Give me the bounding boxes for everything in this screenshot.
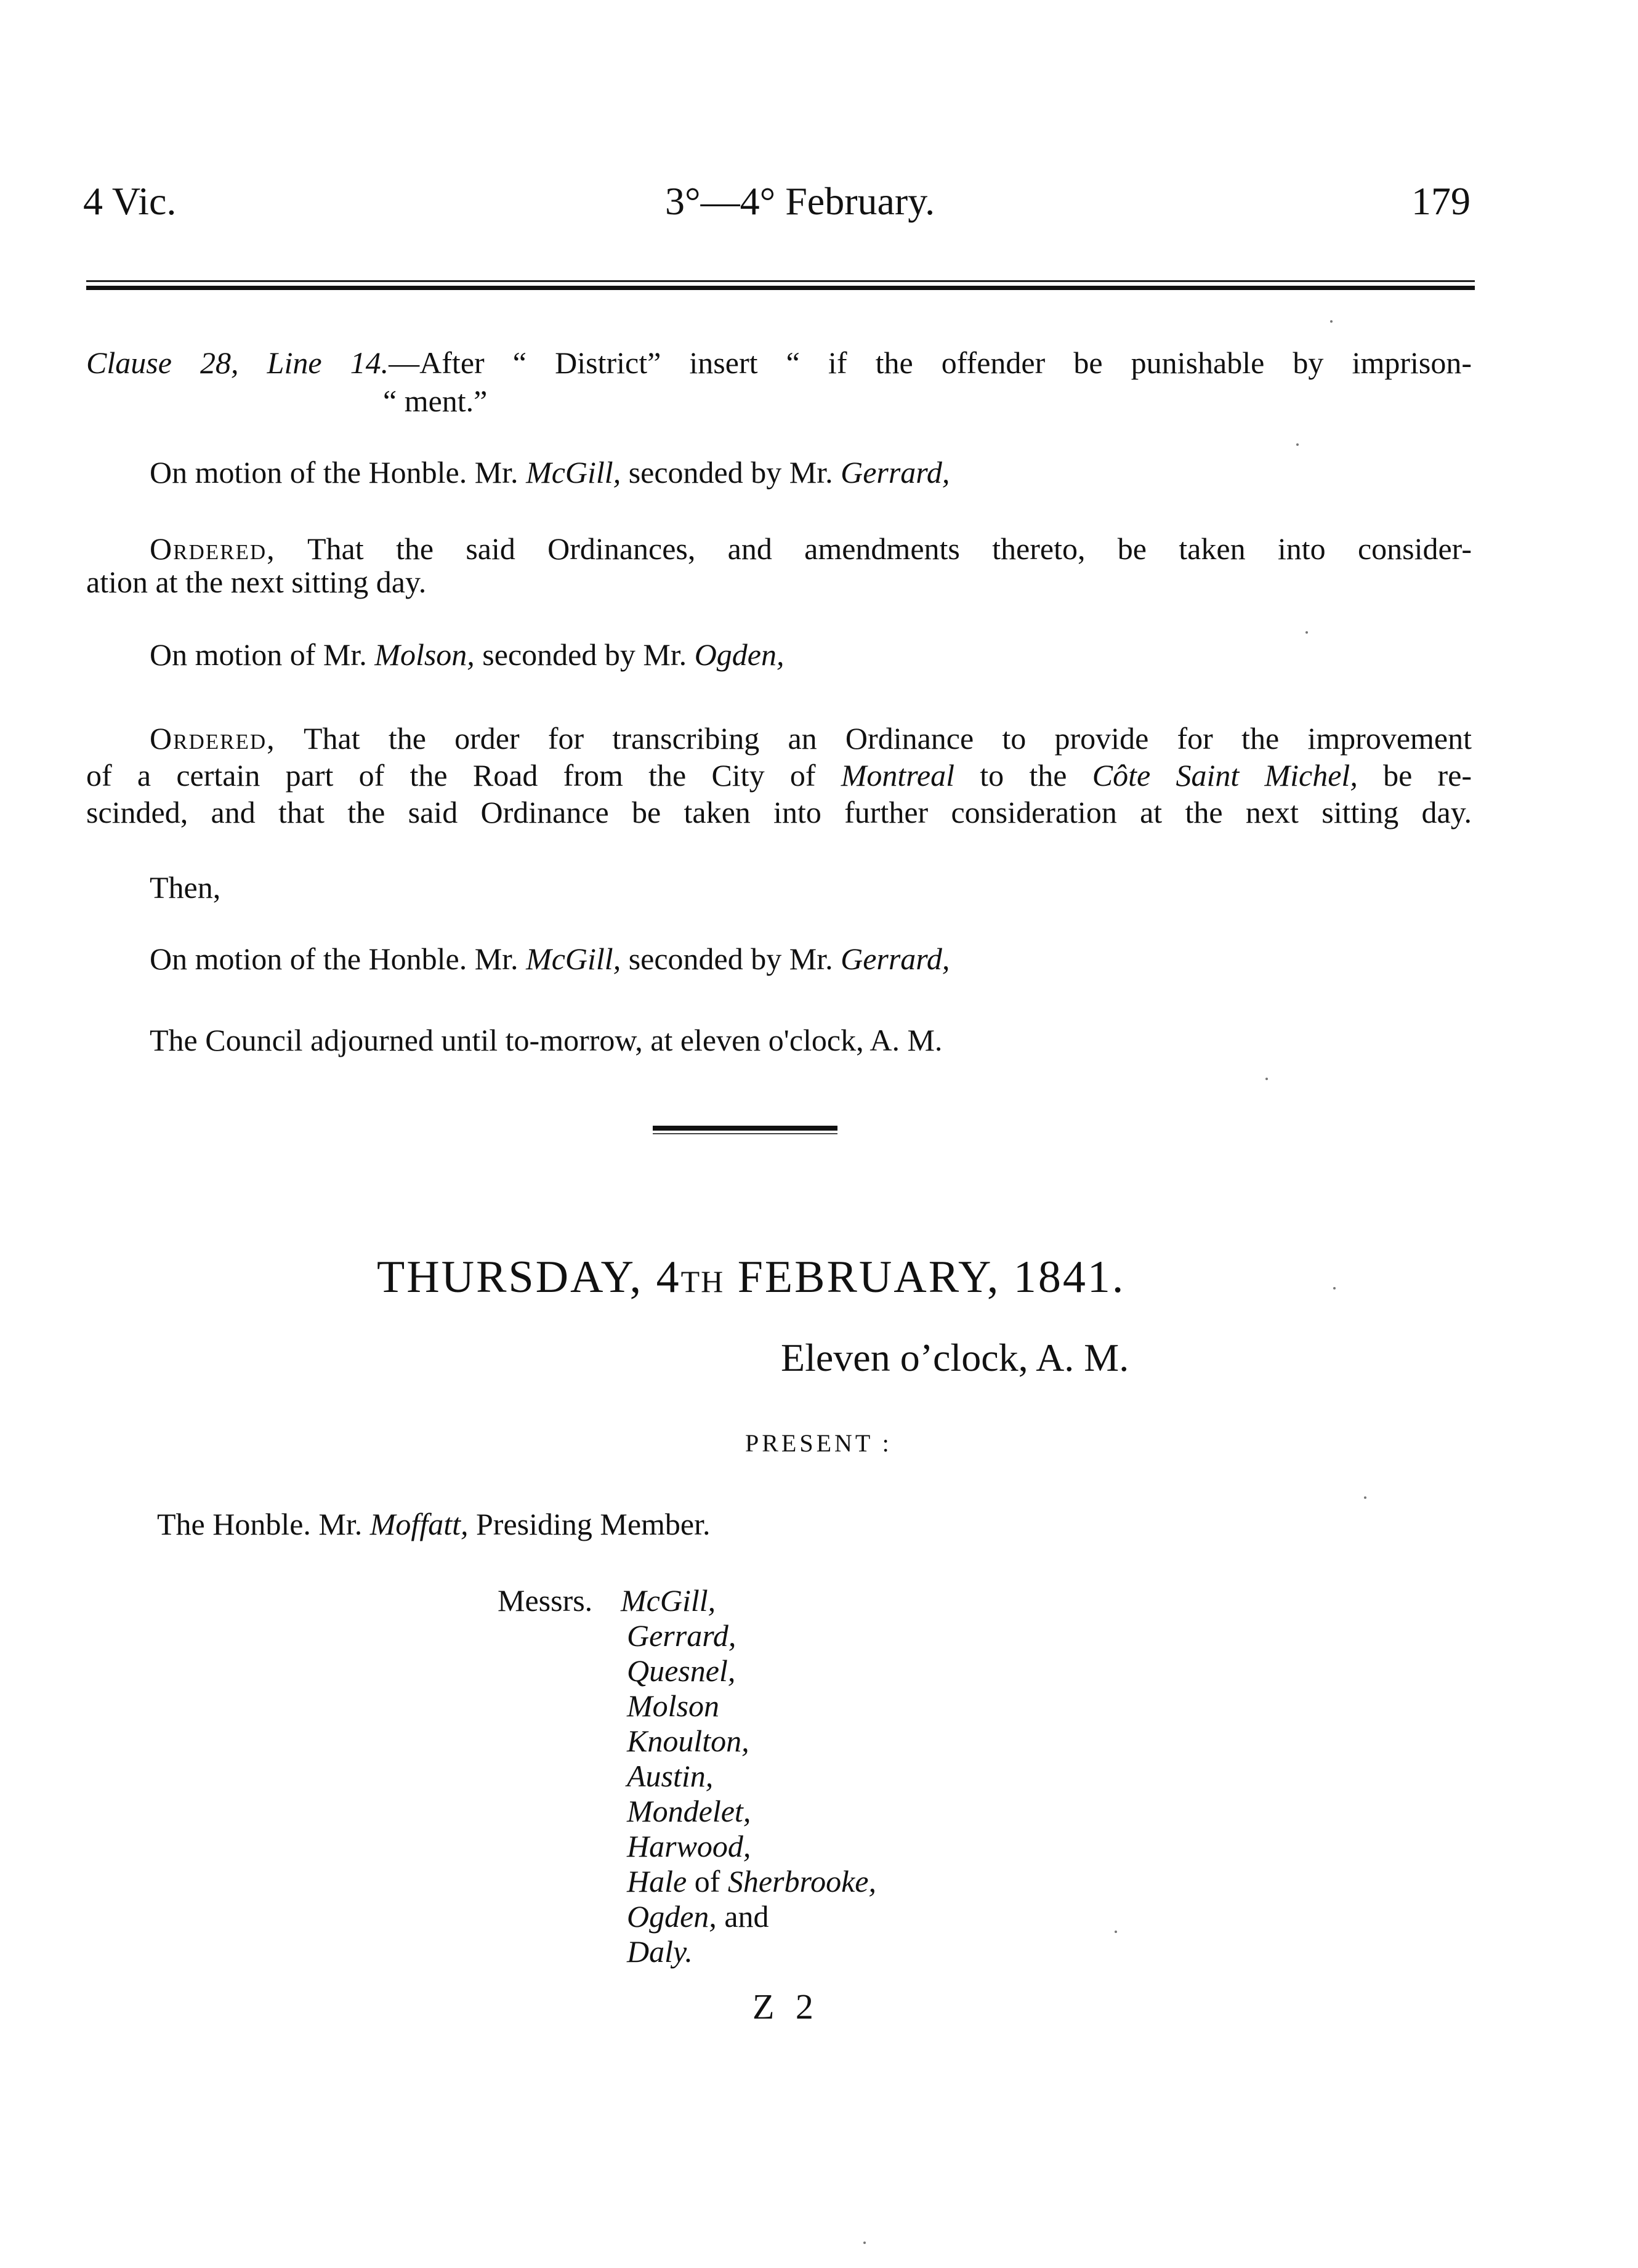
member-hale-line	[627, 1863, 876, 1899]
section-divider-underline	[653, 1133, 837, 1134]
heading-ordinal: TH	[680, 1264, 725, 1299]
section-divider	[653, 1126, 837, 1131]
motion-mcgill-gerrard	[150, 457, 950, 488]
scan-speck	[863, 2242, 866, 2244]
order-text: That the order for transcribing an Ordinance to provide for the improvement	[303, 721, 1472, 756]
signature-mark: Z 2	[752, 1987, 820, 2027]
member-name: Knoulton,	[627, 1724, 749, 1758]
running-header-regnal-year: 4 Vic.	[83, 179, 177, 223]
present-label: PRESENT :	[745, 1429, 892, 1457]
running-header-date: 3°—4° February.	[665, 179, 935, 223]
order-rescind-line1	[150, 720, 1472, 756]
then-line: Then,	[150, 870, 221, 905]
presiding-member-line	[157, 1509, 711, 1540]
motion-mover: Molson,	[374, 637, 475, 672]
presiding-suffix: Presiding Member.	[476, 1507, 711, 1541]
member-name: Quesnel,	[627, 1653, 736, 1688]
motion-adjourn	[150, 943, 950, 974]
scan-speck	[1305, 631, 1308, 634]
motion-seconded-by: seconded by Mr.	[628, 455, 833, 490]
member-name: Mondelet,	[627, 1794, 751, 1828]
member-name: Gerrard,	[627, 1618, 736, 1653]
order-rescind-line2	[86, 757, 1472, 793]
heading-month-year: FEBRUARY, 1841.	[724, 1252, 1126, 1302]
place-cote-saint-michel: Côte Saint Michel,	[1092, 758, 1358, 793]
scan-speck	[1333, 1287, 1336, 1289]
motion-prefix: On motion of the Honble. Mr.	[150, 455, 518, 490]
order-ordinances-line2: ation at the next sitting day.	[86, 565, 427, 599]
member-place: Sherbrooke,	[727, 1864, 876, 1899]
motion-molson-ogden	[150, 639, 785, 670]
member-name: Daly.	[627, 1934, 693, 1969]
presiding-name: Moffatt,	[369, 1507, 469, 1541]
sitting-date-heading	[377, 1251, 1125, 1304]
scan-speck	[1296, 443, 1299, 446]
motion-prefix: On motion of Mr.	[150, 637, 367, 672]
header-rule-thick	[86, 286, 1475, 290]
page-number: 179	[1411, 179, 1471, 223]
clause-reference: Clause 28, Line 14.	[86, 345, 389, 380]
order-text: of a certain part of the Road from the City of	[86, 758, 816, 793]
member-name: Austin,	[627, 1759, 714, 1793]
ordered-label: Ordered,	[150, 721, 276, 756]
member-name: Ogden,	[627, 1899, 717, 1934]
motion-mover: McGill,	[526, 455, 621, 490]
header-rule-thin	[86, 280, 1475, 282]
adjournment-line: The Council adjourned until to-morrow, at eleven o'clock, A. M.	[150, 1023, 943, 1057]
clause-amendment-text: —After “ District” insert “ if the offender be punishable by imprison-	[389, 345, 1472, 380]
sitting-time: Eleven o’clock, A. M.	[781, 1336, 1129, 1379]
motion-mover: McGill,	[526, 942, 621, 976]
member-ogden-line	[627, 1899, 769, 1934]
order-ordinances-line1	[150, 531, 1472, 567]
ordered-label: Ordered,	[150, 531, 276, 566]
order-text: to the	[980, 758, 1067, 793]
messrs-label: Messrs.	[498, 1583, 593, 1618]
clause-amendment-line	[86, 345, 1472, 381]
member-of: of	[687, 1864, 728, 1899]
member-name: Molson	[627, 1689, 719, 1723]
motion-prefix: On motion of the Honble. Mr.	[150, 942, 518, 976]
motion-seconder: Gerrard,	[841, 455, 950, 490]
order-text: That the said Ordinances, and amendments thereto, be taken into consider-	[307, 531, 1472, 566]
member-name: Harwood,	[627, 1829, 751, 1863]
member-and: and	[716, 1899, 769, 1934]
motion-seconder: Ogden,	[694, 637, 785, 672]
member-name: Hale	[627, 1864, 687, 1899]
scan-speck	[1364, 1496, 1366, 1499]
scan-speck	[1115, 1931, 1117, 1933]
heading-day: THURSDAY, 4	[377, 1252, 681, 1302]
clause-amendment-continuation: “ ment.”	[383, 384, 488, 418]
scan-speck	[1330, 320, 1333, 323]
place-montreal: Montreal	[841, 758, 954, 793]
motion-seconded-by: seconded by Mr.	[482, 637, 687, 672]
motion-seconded-by: seconded by Mr.	[628, 942, 833, 976]
order-rescind-line3: scinded, and that the said Ordinance be taken into further consideration at the next sitting day.	[86, 795, 1472, 829]
member-name: McGill,	[621, 1583, 716, 1618]
order-text: be re-	[1383, 758, 1472, 793]
scan-speck	[1265, 1078, 1268, 1080]
motion-seconder: Gerrard,	[841, 942, 950, 976]
presiding-prefix: The Honble. Mr.	[157, 1507, 363, 1541]
